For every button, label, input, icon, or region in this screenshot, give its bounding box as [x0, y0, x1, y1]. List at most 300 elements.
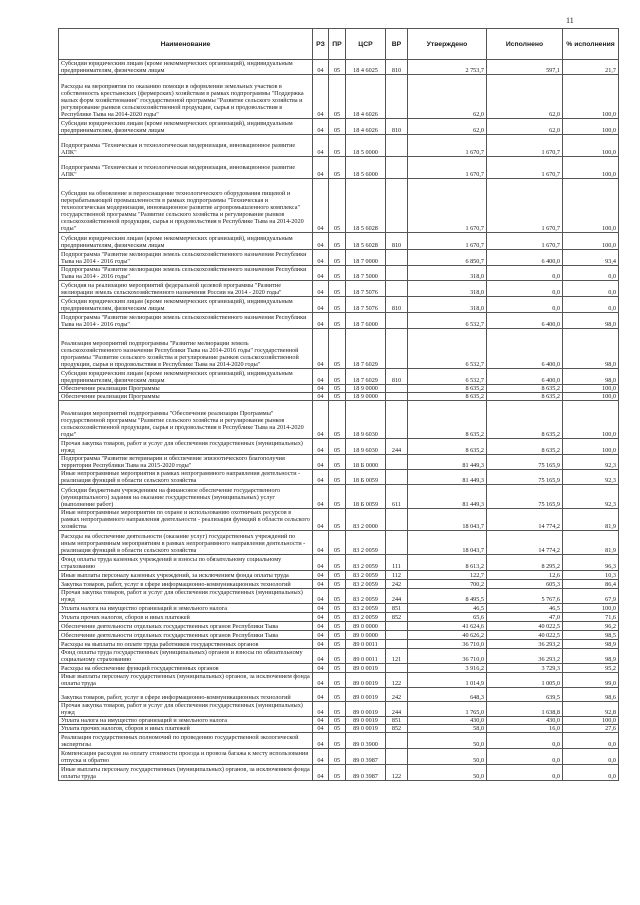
cell-executed: 16,0: [487, 725, 563, 733]
cell-name: Прочая закупка товаров, работ и услуг для обеспечения государственных (муниципальных) нужд: [59, 439, 313, 455]
cell-rz: 04: [313, 157, 329, 179]
cell-percent: 0,0: [563, 749, 619, 765]
cell-csr: 83 2 0059: [346, 613, 386, 622]
cell-name: Подпрограмма "Развитие мелиорации земель сельскохозяйственного назначения Республики Тыва на 2014 - 2016 годы": [59, 313, 313, 329]
table-row: [59, 401, 619, 439]
cell-executed: 75 165,9: [487, 485, 563, 509]
cell-executed: 1 670,7: [487, 179, 563, 233]
cell-name: Субсидии юридическим лицам (кроме некоммерческих организаций), индивидуальным предпринимателям, физическим лицам: [59, 233, 313, 250]
cell-csr: 83 2 0059: [346, 531, 386, 555]
table-row: [59, 313, 619, 329]
table-row: [59, 369, 619, 385]
cell-name: Обеспечение деятельности отдельных государственных органов Республики Тыва: [59, 631, 313, 640]
table-row: [59, 631, 619, 640]
cell-csr: 18 Б 0059: [346, 485, 386, 509]
table-row: [59, 119, 619, 135]
table-row: [59, 297, 619, 313]
cell-csr: 89 0 0019: [346, 725, 386, 733]
cell-vr: 810: [386, 119, 408, 135]
cell-csr: 89 0 0000: [346, 631, 386, 640]
header-pr: ПР: [329, 29, 346, 60]
cell-csr: 18 Б 0000: [346, 455, 386, 470]
cell-vr: [386, 75, 408, 119]
table-row: [59, 455, 619, 470]
cell-approved: 50,0: [408, 749, 487, 765]
cell-csr: 83 2 0059: [346, 589, 386, 604]
cell-pr: 05: [329, 313, 346, 329]
cell-csr: 18 5 0000: [346, 135, 386, 157]
table-row: [59, 673, 619, 688]
cell-name: Субсидии юридическим лицам (кроме некоммерческих организаций), индивидуальным предпринимателям, физическим лицам: [59, 369, 313, 385]
cell-pr: 05: [329, 571, 346, 580]
cell-name: Закупка товаров, работ, услуг в сфере информационно-коммуникационных технологий: [59, 688, 313, 702]
cell-csr: 89 0 0011: [346, 640, 386, 649]
cell-vr: 242: [386, 580, 408, 589]
cell-rz: 04: [313, 613, 329, 622]
cell-name: Субсидии юридическим лицам (кроме некоммерческих организаций), индивидуальным предпринимателям, физическим лицам: [59, 60, 313, 75]
cell-executed: 1 638,8: [487, 702, 563, 717]
cell-executed: 40 022,5: [487, 622, 563, 631]
cell-pr: 05: [329, 589, 346, 604]
cell-vr: [386, 640, 408, 649]
cell-executed: 47,0: [487, 613, 563, 622]
table-row: [59, 622, 619, 631]
cell-csr: 83 2 0059: [346, 555, 386, 571]
cell-name: Прочая закупка товаров, работ и услуг для обеспечения государственных (муниципальных) нужд: [59, 589, 313, 604]
cell-executed: 5 767,6: [487, 589, 563, 604]
cell-vr: 852: [386, 725, 408, 733]
cell-executed: 6 400,0: [487, 369, 563, 385]
cell-pr: 05: [329, 688, 346, 702]
cell-percent: 21,7: [563, 60, 619, 75]
cell-rz: 04: [313, 119, 329, 135]
cell-csr: 83 2 0059: [346, 571, 386, 580]
cell-csr: 89 0 0011: [346, 649, 386, 664]
cell-percent: 100,0: [563, 119, 619, 135]
cell-percent: 100,0: [563, 401, 619, 439]
cell-pr: 05: [329, 60, 346, 75]
cell-rz: 04: [313, 439, 329, 455]
cell-vr: 242: [386, 688, 408, 702]
budget-table-container: [58, 28, 618, 781]
cell-rz: 04: [313, 233, 329, 250]
table-row: [59, 75, 619, 119]
cell-csr: 18 9 6030: [346, 401, 386, 439]
cell-rz: 04: [313, 664, 329, 673]
table-row: [59, 250, 619, 266]
cell-vr: 244: [386, 589, 408, 604]
cell-percent: 100,0: [563, 385, 619, 393]
cell-name: Подпрограмма "Развитие мелиорации земель сельскохозяйственного назначения Республики Тыва на 2014 - 2016 годы": [59, 266, 313, 281]
cell-vr: [386, 531, 408, 555]
cell-executed: 75 165,9: [487, 470, 563, 485]
cell-approved: 41 624,6: [408, 622, 487, 631]
cell-executed: 62,0: [487, 119, 563, 135]
cell-name: Подпрограмма "Развитие мелиорации земель сельскохозяйственного назначения Республики Тыва на 2014 - 2016 годы": [59, 250, 313, 266]
cell-pr: 05: [329, 631, 346, 640]
cell-name: Иные выплаты персоналу государственных (муниципальных) органов, за исключением фонда оплаты труда: [59, 765, 313, 781]
cell-percent: 71,6: [563, 613, 619, 622]
cell-percent: 0,0: [563, 765, 619, 781]
cell-percent: 98,0: [563, 329, 619, 369]
table-row: [59, 580, 619, 589]
table-row: [59, 733, 619, 749]
cell-percent: 0,0: [563, 733, 619, 749]
cell-csr: 18 7 6029: [346, 329, 386, 369]
cell-executed: 14 774,2: [487, 509, 563, 531]
cell-executed: 14 774,2: [487, 531, 563, 555]
cell-pr: 05: [329, 604, 346, 613]
cell-pr: 05: [329, 622, 346, 631]
cell-approved: 1 765,0: [408, 702, 487, 717]
cell-approved: 81 449,3: [408, 485, 487, 509]
cell-pr: 05: [329, 485, 346, 509]
cell-approved: 18 043,7: [408, 509, 487, 531]
cell-csr: 18 5 6028: [346, 233, 386, 250]
cell-executed: 1 005,0: [487, 673, 563, 688]
cell-csr: 89 0 0019: [346, 688, 386, 702]
cell-vr: [386, 664, 408, 673]
cell-percent: 92,8: [563, 702, 619, 717]
page-number: 11: [566, 16, 574, 25]
cell-approved: 8 635,2: [408, 401, 487, 439]
cell-approved: 1 670,7: [408, 157, 487, 179]
cell-vr: [386, 509, 408, 531]
cell-csr: 83 2 0000: [346, 509, 386, 531]
cell-executed: 430,0: [487, 717, 563, 725]
cell-executed: 40 022,5: [487, 631, 563, 640]
cell-pr: 05: [329, 613, 346, 622]
cell-percent: 86,4: [563, 580, 619, 589]
table-row: [59, 589, 619, 604]
cell-csr: 83 2 0059: [346, 604, 386, 613]
cell-name: Компенсация расходов на оплату стоимости проезда и провоза багажа к месту использования отпуска и обратно: [59, 749, 313, 765]
cell-csr: 89 0 0019: [346, 673, 386, 688]
cell-pr: 05: [329, 297, 346, 313]
cell-vr: [386, 266, 408, 281]
cell-pr: 05: [329, 470, 346, 485]
cell-csr: 89 0 0000: [346, 622, 386, 631]
table-row: [59, 281, 619, 297]
cell-rz: 04: [313, 470, 329, 485]
cell-name: Подпрограмма "Развитие ветеринарии и обеспечение эпизоотического благополучия территории Республики Тыва на 2015-2020 годы": [59, 455, 313, 470]
cell-percent: 100,0: [563, 135, 619, 157]
cell-pr: 05: [329, 749, 346, 765]
cell-vr: 810: [386, 297, 408, 313]
table-row: [59, 613, 619, 622]
cell-pr: 05: [329, 401, 346, 439]
table-row: [59, 439, 619, 455]
cell-executed: 1 670,7: [487, 233, 563, 250]
cell-approved: 1 014,9: [408, 673, 487, 688]
cell-name: Реализация мероприятий подпрограммы "Обеспечение реализации Программы" государственной программы "Развитие сельского хозяйства и регулирование рынков сельскохозяйственной продукции, сырья и продовольствия в Республике Тыва на 2014-2020 годы": [59, 401, 313, 439]
cell-name: Фонд оплаты труда казенных учреждений и взносы по обязательному социальному страхованию: [59, 555, 313, 571]
cell-executed: 0,0: [487, 266, 563, 281]
cell-percent: 67,9: [563, 589, 619, 604]
cell-pr: 05: [329, 135, 346, 157]
cell-approved: 36 710,0: [408, 649, 487, 664]
cell-pr: 05: [329, 439, 346, 455]
table-row: [59, 571, 619, 580]
cell-name: Обеспечение реализации Программы: [59, 393, 313, 401]
cell-executed: 8 635,2: [487, 393, 563, 401]
cell-name: Иные выплаты персоналу казенных учреждений, за исключением фонда оплаты труда: [59, 571, 313, 580]
cell-pr: 05: [329, 157, 346, 179]
cell-vr: 851: [386, 604, 408, 613]
cell-percent: 98,9: [563, 640, 619, 649]
cell-executed: 8 295,2: [487, 555, 563, 571]
cell-rz: 04: [313, 631, 329, 640]
table-row: [59, 702, 619, 717]
cell-percent: 98,5: [563, 631, 619, 640]
cell-rz: 04: [313, 266, 329, 281]
cell-name: Иные непрограммные мероприятия в рамках непрограммного направления деятельности - реализация функций в области сельского хозяйства: [59, 470, 313, 485]
cell-percent: 0,0: [563, 266, 619, 281]
cell-executed: 1 670,7: [487, 157, 563, 179]
table-header-row: [59, 29, 619, 60]
cell-executed: 0,0: [487, 733, 563, 749]
cell-rz: 04: [313, 313, 329, 329]
cell-pr: 05: [329, 733, 346, 749]
cell-vr: 122: [386, 765, 408, 781]
cell-name: Субсидии бюджетным учреждениям на финансовое обеспечение государственного (муниципального) задания на оказание государственных (муниципальных) услуг (выполнение работ): [59, 485, 313, 509]
cell-executed: 1 670,7: [487, 135, 563, 157]
cell-rz: 04: [313, 571, 329, 580]
table-row: [59, 717, 619, 725]
cell-name: Уплата прочих налогов, сборов и иных платежей: [59, 613, 313, 622]
cell-rz: 04: [313, 640, 329, 649]
cell-csr: 18 7 5076: [346, 297, 386, 313]
table-row: [59, 266, 619, 281]
cell-approved: 65,6: [408, 613, 487, 622]
cell-rz: 04: [313, 717, 329, 725]
cell-csr: 18 7 0000: [346, 250, 386, 266]
cell-percent: 95,2: [563, 664, 619, 673]
cell-executed: 6 400,0: [487, 329, 563, 369]
table-row: [59, 135, 619, 157]
cell-rz: 04: [313, 455, 329, 470]
cell-csr: 18 9 0000: [346, 393, 386, 401]
cell-vr: 810: [386, 233, 408, 250]
cell-executed: 75 165,9: [487, 455, 563, 470]
cell-approved: 81 449,3: [408, 470, 487, 485]
cell-executed: 597,1: [487, 60, 563, 75]
cell-executed: 46,5: [487, 604, 563, 613]
table-row: [59, 509, 619, 531]
cell-rz: 04: [313, 369, 329, 385]
cell-name: Уплата налога на имущество организаций и земельного налога: [59, 717, 313, 725]
cell-csr: 89 0 0019: [346, 717, 386, 725]
cell-name: Расходы на обеспечение деятельности (оказание услуг) государственных учреждений по иным непрограммным мероприятиям в рамках непрограммного направления деятельности - реализация функций в области сельского хозяйства: [59, 531, 313, 555]
cell-percent: 27,6: [563, 725, 619, 733]
cell-pr: 05: [329, 509, 346, 531]
cell-rz: 04: [313, 531, 329, 555]
cell-name: Реализация государственных полномочий по проведению государственной экологической экспертизы: [59, 733, 313, 749]
cell-executed: 62,0: [487, 75, 563, 119]
cell-pr: 05: [329, 455, 346, 470]
cell-percent: 10,3: [563, 571, 619, 580]
cell-approved: 318,0: [408, 297, 487, 313]
cell-vr: 122: [386, 673, 408, 688]
cell-vr: [386, 631, 408, 640]
table-row: [59, 765, 619, 781]
cell-percent: 100,0: [563, 233, 619, 250]
cell-rz: 04: [313, 749, 329, 765]
cell-executed: 0,0: [487, 749, 563, 765]
table-row: [59, 470, 619, 485]
cell-approved: 700,2: [408, 580, 487, 589]
cell-rz: 04: [313, 604, 329, 613]
header-name: Наименование: [59, 29, 313, 60]
cell-approved: 2 753,7: [408, 60, 487, 75]
cell-executed: 3 729,3: [487, 664, 563, 673]
cell-csr: 18 7 5076: [346, 281, 386, 297]
cell-percent: 98,0: [563, 313, 619, 329]
cell-pr: 05: [329, 640, 346, 649]
cell-executed: 36 293,2: [487, 640, 563, 649]
cell-name: Субсидия на реализацию мероприятий федеральной целевой программы "Развитие мелиорации земель сельскохозяйственного назначения России на 2014 - 2020 годы": [59, 281, 313, 297]
cell-percent: 100,0: [563, 75, 619, 119]
cell-approved: 6 850,7: [408, 250, 487, 266]
cell-pr: 05: [329, 369, 346, 385]
cell-name: Реализация мероприятий подпрограммы "Развитие мелиорации земель сельскохозяйственного назначения Республики Тыва на 2014-2016 годы" государственной программы "Развитие сельского хозяйства и регулирование рынков сельскохозяйственной продукции, сырья и продовольствия в Республике Тыва на 2014-2020 годы": [59, 329, 313, 369]
cell-approved: 1 670,7: [408, 179, 487, 233]
cell-executed: 0,0: [487, 281, 563, 297]
cell-csr: 18 7 6000: [346, 313, 386, 329]
cell-name: Иные непрограммные мероприятия по охране и использованию охотничьих ресурсов в рамках непрограммного направления деятельности - реализация функций в области сельского хозяйства: [59, 509, 313, 531]
cell-csr: 18 Б 0059: [346, 470, 386, 485]
cell-csr: 18 5 6000: [346, 157, 386, 179]
cell-vr: 111: [386, 555, 408, 571]
cell-executed: 0,0: [487, 765, 563, 781]
cell-vr: [386, 329, 408, 369]
cell-pr: 05: [329, 266, 346, 281]
cell-rz: 04: [313, 725, 329, 733]
cell-name: Подпрограмма "Техническая и технологическая модернизация, инновационное развитие АПК": [59, 135, 313, 157]
table-row: [59, 393, 619, 401]
cell-executed: 8 635,2: [487, 385, 563, 393]
cell-name: Иные выплаты персоналу государственных (муниципальных) органов, за исключением фонда оплаты труда: [59, 673, 313, 688]
cell-rz: 04: [313, 485, 329, 509]
cell-vr: 852: [386, 613, 408, 622]
cell-csr: 89 0 0019: [346, 702, 386, 717]
cell-percent: 81,9: [563, 509, 619, 531]
cell-approved: 1 670,7: [408, 233, 487, 250]
cell-name: Уплата налога на имущество организаций и земельного налога: [59, 604, 313, 613]
table-row: [59, 749, 619, 765]
cell-approved: 648,3: [408, 688, 487, 702]
cell-csr: 18 4 6026: [346, 119, 386, 135]
cell-vr: [386, 385, 408, 393]
cell-approved: 58,0: [408, 725, 487, 733]
cell-pr: 05: [329, 702, 346, 717]
cell-percent: 0,0: [563, 297, 619, 313]
cell-rz: 04: [313, 580, 329, 589]
cell-approved: 6 532,7: [408, 329, 487, 369]
header-executed: Исполнено: [487, 29, 563, 60]
cell-vr: [386, 281, 408, 297]
cell-vr: [386, 733, 408, 749]
cell-percent: 100,0: [563, 439, 619, 455]
table-row: [59, 329, 619, 369]
cell-pr: 05: [329, 250, 346, 266]
cell-approved: 318,0: [408, 266, 487, 281]
cell-rz: 04: [313, 555, 329, 571]
cell-rz: 04: [313, 509, 329, 531]
cell-pr: 05: [329, 664, 346, 673]
cell-percent: 92,3: [563, 485, 619, 509]
cell-percent: 98,9: [563, 649, 619, 664]
table-row: [59, 60, 619, 75]
cell-approved: 1 670,7: [408, 135, 487, 157]
cell-approved: 430,0: [408, 717, 487, 725]
cell-pr: 05: [329, 765, 346, 781]
cell-rz: 04: [313, 60, 329, 75]
cell-pr: 05: [329, 281, 346, 297]
cell-vr: [386, 135, 408, 157]
cell-pr: 05: [329, 75, 346, 119]
cell-name: Прочая закупка товаров, работ и услуг для обеспечения государственных (муниципальных) нужд: [59, 702, 313, 717]
cell-pr: 05: [329, 555, 346, 571]
cell-vr: [386, 393, 408, 401]
cell-csr: 18 4 6026: [346, 75, 386, 119]
cell-vr: [386, 470, 408, 485]
cell-csr: 18 9 6030: [346, 439, 386, 455]
cell-csr: 89 0 3987: [346, 749, 386, 765]
cell-csr: 18 5 6028: [346, 179, 386, 233]
cell-approved: 81 449,3: [408, 455, 487, 470]
table-row: [59, 688, 619, 702]
cell-csr: 18 4 6025: [346, 60, 386, 75]
cell-pr: 05: [329, 385, 346, 393]
budget-execution-table: [58, 28, 619, 781]
cell-name: Уплата прочих налогов, сборов и иных платежей: [59, 725, 313, 733]
cell-rz: 04: [313, 649, 329, 664]
cell-name: Закупка товаров, работ, услуг в сфере информационно-коммуникационных технологий: [59, 580, 313, 589]
cell-rz: 04: [313, 75, 329, 119]
cell-name: Субсидии юридическим лицам (кроме некоммерческих организаций), индивидуальным предпринимателям, физическим лицам: [59, 297, 313, 313]
cell-executed: 36 293,2: [487, 649, 563, 664]
cell-name: Субсидии на обновление и переоснащение технологического оборудования пищевой и перерабатывающей промышленности в рамках подпрограммы "Техническая и технологическая модернизация, инновационное развитие агропромышленного комплекса" государственной программы "Развитие сельского хозяйства и регулирование рынков сельскохозяйственной продукции, сырья и продовольствия в Республике Тыва на 2014-2020 годы": [59, 179, 313, 233]
table-row: [59, 649, 619, 664]
table-body: [59, 60, 619, 781]
cell-approved: 46,5: [408, 604, 487, 613]
cell-rz: 04: [313, 385, 329, 393]
cell-percent: 100,0: [563, 717, 619, 725]
cell-rz: 04: [313, 673, 329, 688]
cell-percent: 100,0: [563, 157, 619, 179]
cell-rz: 04: [313, 135, 329, 157]
table-row: [59, 664, 619, 673]
cell-pr: 05: [329, 531, 346, 555]
cell-vr: 121: [386, 649, 408, 664]
cell-percent: 98,0: [563, 369, 619, 385]
cell-executed: 639,5: [487, 688, 563, 702]
cell-approved: 50,0: [408, 733, 487, 749]
cell-csr: 18 7 6029: [346, 369, 386, 385]
cell-name: Подпрограмма "Техническая и технологическая модернизация, инновационное развитие АПК": [59, 157, 313, 179]
cell-pr: 05: [329, 179, 346, 233]
cell-pr: 05: [329, 580, 346, 589]
cell-vr: 810: [386, 60, 408, 75]
cell-csr: 89 0 3900: [346, 733, 386, 749]
cell-name: Фонд оплаты труда государственных (муниципальных) органов и взносы по обязательному социальному страхованию: [59, 649, 313, 664]
cell-approved: 8 635,2: [408, 385, 487, 393]
cell-approved: 62,0: [408, 75, 487, 119]
cell-rz: 04: [313, 733, 329, 749]
cell-executed: 605,3: [487, 580, 563, 589]
cell-csr: 83 2 0059: [346, 580, 386, 589]
